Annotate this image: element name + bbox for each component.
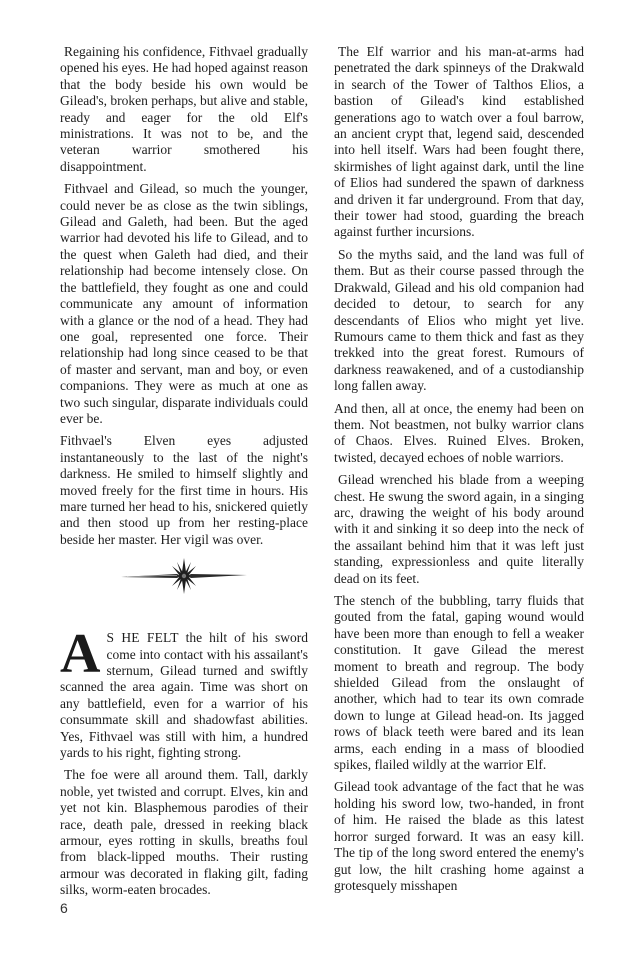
lead-in-text: S HE FELT [106,630,179,646]
right-column [334,44,584,900]
sword-ornament-divider [119,556,249,596]
paragraph: Gilead wrenched his blade from a weeping chest. He swung the sword again, in a singing arc, drawing the weight of his body around with it and sinking it so deep into the neck of the assailant behind him that it was left just standing, expressionless and quite literally dead on its feet. [334,472,584,586]
paragraph: The Elf warrior and his man-at-arms had penetrated the dark spinneys of the Drakwald in search of the Tower of Talthos Elios, a bastion of Gilead's kind established generations ago to watch over a foul barrow, an ancient crypt that, legend said, descended into hell itself. Wars had been fought there, skirmishes of light against dark, until the line of Elios had sundered the spawn of darkness and driven it far underground. From that day, their tower had stood, guarding the breach against further incursions. [334,44,584,240]
page-number: 6 [60,900,68,916]
paragraph: Fithvael and Gilead, so much the younger, could never be as close as the twin siblings, Gilead and Galeth, had been. But the aged warrior had devoted his life to Gilead, and to the quest when Galeth had died, and their relationship had become intensely close. On the battlefield, they fought as one and could communicate any amount of information with a glance or the nod of a head. They had one goal, represented one force. Their relationship had long since ceased to be that of master and servant, man and boy, or even companions. They were as much at one as two such singular, disparate individuals could ever be. [60,181,308,426]
paragraph: The stench of the bubbling, tarry fluids that gouted from the fatal, gaping wound would have been more than enough to fell a weaker constitution. It gave Gilead the merest moment to breath and regroup. The body shielded Gilead from the onslaught of another, which had to tear its own comrade down to lunge at Gilead head-on. Its jagged rows of black teeth were bared and its lean arms, each ending in a mass of bloodied spikes, flailed wildly at the warrior Elf. [334,593,584,773]
paragraph: So the myths said, and the land was full of them. But as their course passed through the Drakwald, Gilead and his old companion had decided to detour, to search for any descendants of Elios who might yet live. Rumours came to them thick and fast as they trekked into the great forest. Rumours of darkness reawakened, and of a custodianship long fallen away. [334,246,584,394]
paragraph: Fithvael's Elven eyes adjusted instantaneously to the last of the night's darkness. He smiled to himself slightly and moved freely for the first time in hours. His mare turned her head to his, snickered quietly and then stood up from her resting-place beside her master. Her vigil was over. [60,433,308,547]
paragraph: Gilead took advantage of the fact that he was holding his sword low, two-handed, in front of him. He raised the blade as this latest horror surged forward. It was an easy kill. The tip of the long sword entered the enemy's gut low, the hilt crashing home against a grotesquely misshapen [334,779,584,893]
paragraph: The foe were all around them. Tall, darkly noble, yet twisted and corrupt. Elves, kin and yet not kin. Blasphemous parodies of their race, death pale, dressed in reeking black armour, eyes rotting in skulls, breaths foul from black-lipped mouths. Their rusting armour was decorated in flaking gilt, fading silks, worm-eaten brocades. [60,767,308,898]
paragraph: Regaining his confidence, Fithvael gradually opened his eyes. He had hoped against reason that the body beside his own would be Gilead's, broken perhaps, but alive and stable, ready and eager for the old Elf's ministrations. It was not to be, and the veteran warrior smothered his disappointment. [60,44,308,174]
paragraph-with-dropcap [60,623,309,761]
paragraph: And then, all at once, the enemy had been on them. Not beastmen, not bulky warrior clans of Chaos. Elves. Ruined Elves. Broken, twisted, decayed echoes of noble warriors. [334,400,584,465]
drop-cap: A [60,623,101,686]
paragraph-text: the hilt of his sword come into contact with his assailant's sternum, Gilead turned and swiftly scanned the area again. Time was short on any battlefield, even for a warrior of his consummate skill and shadowfast abilities. Yes, Fithvael was still with him, a hundred yards to his right, fighting strong. [60,630,309,761]
left-column [60,44,308,905]
